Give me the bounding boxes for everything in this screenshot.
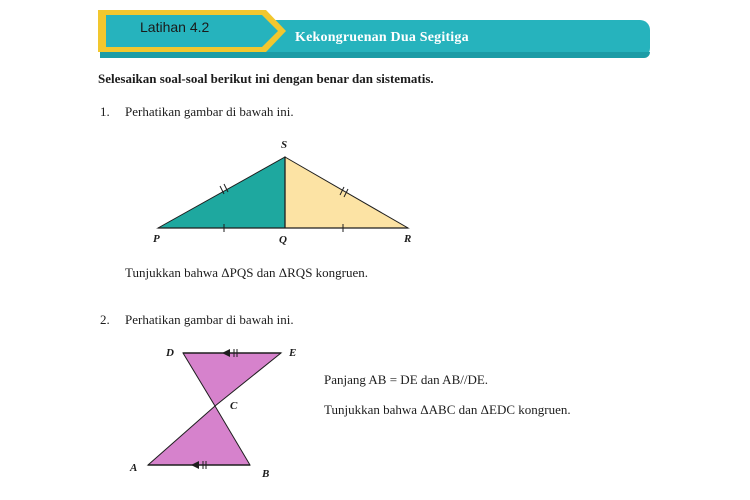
label-s: S (281, 139, 288, 151)
triangle-abc (148, 406, 250, 465)
label-e: E (289, 347, 297, 359)
instruction-text: Selesaikan soal-soal berikut ini dengan benar dan sistematis. (98, 71, 434, 86)
question-2-task: Tunjukkan bahwa ΔABC dan ΔEDC kongruen. (324, 402, 571, 417)
question-1-task: Tunjukkan bahwa ΔPQS dan ΔRQS kongruen. (125, 265, 369, 280)
label-c: C (230, 400, 238, 412)
triangle-edc (183, 353, 281, 406)
question-2-number: 2. (100, 312, 110, 327)
exercise-badge: Latihan 4.2 (140, 19, 210, 35)
label-p: P (153, 233, 160, 245)
label-q: Q (279, 234, 287, 246)
section-title: Kekongruenan Dua Segitiga (295, 30, 469, 45)
question-2-text: Perhatikan gambar di bawah ini. (125, 312, 294, 327)
question-1-number: 1. (100, 104, 110, 119)
question-2-given: Panjang AB = DE dan AB//DE. (324, 372, 489, 387)
label-b: B (262, 468, 270, 480)
question-1-text: Perhatikan gambar di bawah ini. (125, 104, 294, 119)
label-r: R (404, 233, 412, 245)
label-d: D (166, 347, 174, 359)
label-a: A (130, 462, 138, 474)
